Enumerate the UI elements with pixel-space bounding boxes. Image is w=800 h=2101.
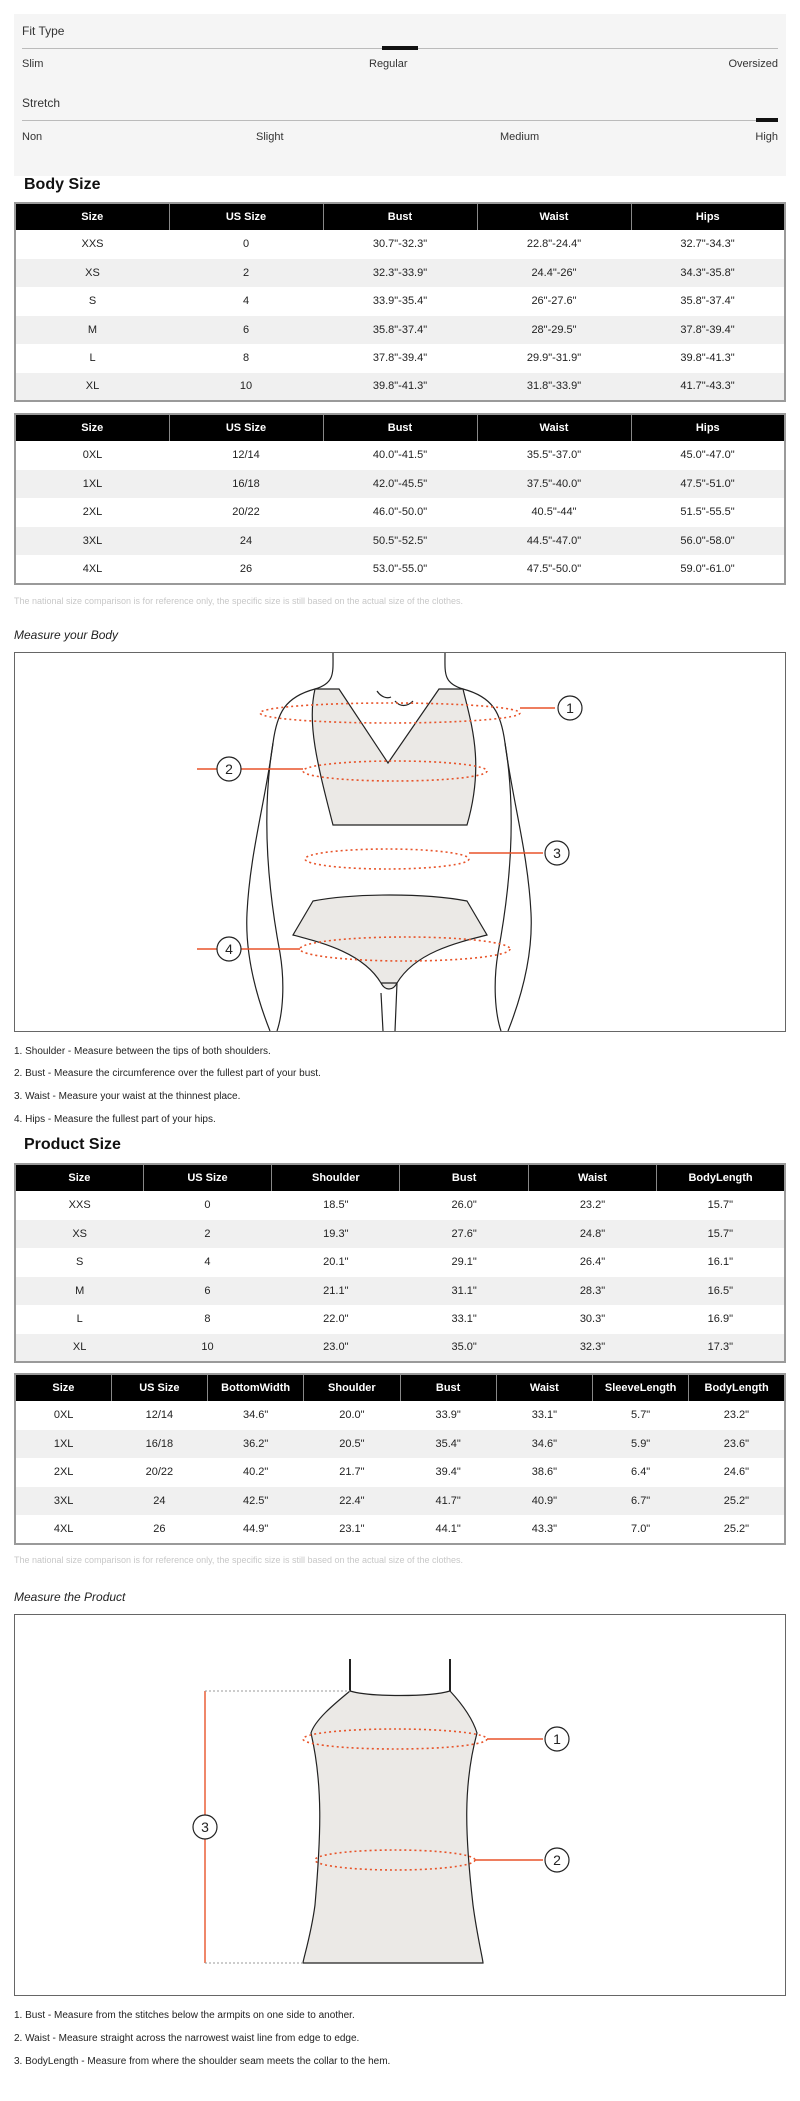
product-size-table-1 [14, 1163, 786, 1363]
table-cell: 16.1" [707, 1256, 733, 1269]
table-cell: 42.0"-45.5" [323, 470, 477, 499]
table-cell: 6 [169, 316, 323, 345]
header-us-size: US Size [169, 203, 323, 230]
table-cell: 32.7"-34.3" [680, 238, 735, 251]
table-cell: 20.1" [323, 1256, 349, 1269]
table-row [15, 470, 785, 499]
table-cell: 12/14 [145, 1409, 174, 1422]
table-cell: XS [15, 1220, 143, 1249]
table-header-row [15, 1164, 785, 1191]
table-cell: 36.2" [208, 1430, 304, 1459]
body-instruction-2: 2. Bust - Measure the circumference over the fullest part of your bust. [14, 1068, 321, 1079]
table-cell: 24.4"-26" [477, 259, 631, 288]
table-cell: 10 [169, 373, 323, 402]
waist-measure-line [305, 849, 469, 869]
table-cell: 50.5"-52.5" [323, 527, 477, 556]
table-cell: XXS [81, 238, 104, 251]
stretch-label-non: Non [22, 131, 43, 143]
body-figure-illustration [15, 653, 785, 1031]
table-cell: 4XL [82, 562, 103, 575]
table-cell: 27.6" [400, 1220, 528, 1249]
table-row [15, 1305, 785, 1334]
marker-1: 1 [566, 700, 574, 716]
table-cell: 23.2" [723, 1409, 750, 1422]
product-marker-1: 1 [553, 1731, 561, 1747]
table-cell: 22.0" [323, 1313, 349, 1326]
table-cell: 28.3" [528, 1277, 656, 1306]
header-bodylength: BodyLength [689, 1374, 785, 1401]
table-cell: 37.8"-39.4" [372, 352, 428, 365]
table-cell: 16/18 [111, 1430, 207, 1459]
table-row [15, 373, 785, 402]
table-cell: 44.1" [435, 1522, 461, 1535]
shoulder-measure-line [260, 703, 520, 723]
table-cell: 28"-29.5" [477, 316, 631, 345]
table-row [15, 527, 785, 556]
table-cell: 47.5"-51.0" [631, 470, 785, 499]
header-us-size: US Size [169, 414, 323, 441]
table-cell: 23.1" [339, 1522, 365, 1535]
table-row [15, 1191, 785, 1220]
table-cell: 15.7" [707, 1199, 733, 1212]
table-cell: 39.8"-41.3" [680, 352, 735, 365]
table-cell: 15.7" [657, 1220, 785, 1249]
table-cell: M [15, 1277, 143, 1306]
body-instruction-4: 4. Hips - Measure the fullest part of your hips. [14, 1114, 216, 1125]
table-cell: 4XL [53, 1522, 74, 1535]
table-cell: 26.0" [451, 1199, 477, 1212]
table-cell: 7.0" [631, 1522, 651, 1535]
table-cell: 8 [242, 352, 250, 365]
table-cell: 51.5"-55.5" [680, 506, 735, 519]
table-cell: S [75, 1256, 84, 1269]
table-cell: 24.6" [723, 1466, 750, 1479]
table-cell: 34.6" [242, 1409, 269, 1422]
measure-product-title: Measure the Product [14, 1590, 126, 1604]
body-size-table-1 [14, 202, 786, 402]
table-cell: 43.3" [531, 1522, 558, 1535]
table-cell: 19.3" [272, 1220, 400, 1249]
header-size: Size [15, 1374, 111, 1401]
header-waist: Waist [477, 203, 631, 230]
bra-top-shape [312, 689, 476, 825]
table-cell: 20.5" [304, 1430, 400, 1459]
table-cell: 12/14 [232, 449, 260, 462]
header-bust: Bust [323, 203, 477, 230]
table-cell: 42.5" [208, 1487, 304, 1516]
table-cell: 31.8"-33.9" [477, 373, 631, 402]
table-cell: 23.0" [272, 1334, 400, 1363]
table-cell: 22.4" [304, 1487, 400, 1516]
header-size: Size [15, 414, 169, 441]
table-cell: 3XL [15, 527, 169, 556]
table-cell: 1XL [15, 470, 169, 499]
product-instruction-3: 3. BodyLength - Measure from where the shoulder seam meets the collar to the hem. [14, 2056, 391, 2067]
table-cell: S [88, 295, 97, 308]
product-illustration-frame [14, 1614, 786, 1996]
fit-type-marker [382, 46, 418, 50]
measure-body-title: Measure your Body [14, 628, 119, 642]
stretch-label-high: High [755, 131, 778, 143]
table-cell: 16.5" [657, 1277, 785, 1306]
table-cell: XL [15, 373, 169, 402]
table-cell: 16.9" [707, 1313, 733, 1326]
header-shoulder: Shoulder [272, 1164, 400, 1191]
table-cell: XS [15, 259, 169, 288]
table-cell: 29.9"-31.9" [526, 352, 582, 365]
table-cell: 30.7"-32.3" [372, 238, 428, 251]
table-cell: 38.6" [531, 1466, 558, 1479]
fit-label-slim: Slim [22, 58, 44, 70]
table-cell: 35.4" [400, 1430, 496, 1459]
table-cell: 40.9" [496, 1487, 592, 1516]
table-cell: 40.0"-41.5" [372, 449, 428, 462]
body-size-title: Body Size [24, 176, 101, 193]
table-cell: 21.1" [272, 1277, 400, 1306]
stretch-title: Stretch [22, 96, 61, 110]
table-cell: 5.7" [631, 1409, 651, 1422]
table-cell: 35.8"-37.4" [680, 295, 735, 308]
header-us-size: US Size [143, 1164, 271, 1191]
table-cell: 8 [204, 1313, 211, 1326]
table-row [15, 1248, 785, 1277]
marker-2: 2 [225, 761, 233, 777]
product-marker-3: 3 [201, 1819, 209, 1835]
table-cell: 24 [169, 527, 323, 556]
table-row [15, 441, 785, 470]
body-illustration-frame [14, 652, 786, 1032]
table-cell: 26 [239, 562, 253, 575]
table-cell: L [89, 352, 96, 365]
table-row [15, 1515, 785, 1544]
table-cell: 39.8"-41.3" [323, 373, 477, 402]
table-cell: 24.8" [528, 1220, 656, 1249]
table-cell: 40.5"-44" [531, 506, 577, 519]
table-cell: 35.8"-37.4" [323, 316, 477, 345]
stretch-label-medium: Medium [500, 131, 540, 143]
table-row [15, 1487, 785, 1516]
table-cell: 40.2" [242, 1466, 269, 1479]
table-cell: 29.1" [451, 1256, 477, 1269]
table-cell: 46.0"-50.0" [372, 506, 428, 519]
table-row [15, 316, 785, 345]
header-waist: Waist [496, 1374, 592, 1401]
table-cell: 2XL [82, 506, 103, 519]
table-cell: 6.4" [631, 1466, 651, 1479]
table-row [15, 1277, 785, 1306]
table-cell: 33.9"-35.4" [372, 295, 428, 308]
marker-4: 4 [225, 941, 233, 957]
table-row [15, 344, 785, 373]
table-cell: 4 [204, 1256, 211, 1269]
header-waist: Waist [528, 1164, 656, 1191]
table-cell: 32.3" [528, 1334, 656, 1363]
table-cell: 25.2" [689, 1487, 785, 1516]
table-cell: 24 [111, 1487, 207, 1516]
fit-type-title: Fit Type [22, 24, 65, 38]
product-size-table-2 [14, 1373, 786, 1545]
stretch-scale [22, 120, 778, 121]
fit-panel [14, 14, 786, 176]
table-cell: 21.7" [339, 1466, 365, 1479]
table-row [15, 1458, 785, 1487]
table-cell: 56.0"-58.0" [631, 527, 785, 556]
table-cell: 22.8"-24.4" [526, 238, 582, 251]
table-row [15, 287, 785, 316]
table-cell: 6 [143, 1277, 271, 1306]
table-cell: 23.6" [689, 1430, 785, 1459]
table-row [15, 1430, 785, 1459]
table-cell: 53.0"-55.0" [372, 562, 428, 575]
table-cell: 32.3"-33.9" [323, 259, 477, 288]
table-cell: 31.1" [400, 1277, 528, 1306]
table-cell: 3XL [15, 1487, 111, 1516]
table-cell: 41.7" [400, 1487, 496, 1516]
body-instruction-3: 3. Waist - Measure your waist at the thinnest place. [14, 1091, 241, 1102]
table-cell: 44.5"-47.0" [477, 527, 631, 556]
table-cell: 23.2" [579, 1199, 606, 1212]
header-size: Size [15, 203, 169, 230]
product-instruction-2: 2. Waist - Measure straight across the narrowest waist line from edge to edge. [14, 2033, 360, 2044]
table-cell: 35.0" [400, 1334, 528, 1363]
table-cell: 41.7"-43.3" [631, 373, 785, 402]
table-cell: 2 [169, 259, 323, 288]
table-cell: 26"-27.6" [531, 295, 577, 308]
table-cell: 20/22 [232, 506, 260, 519]
table-row [15, 259, 785, 288]
table-cell: 17.3" [657, 1334, 785, 1363]
table-row [15, 555, 785, 584]
table-row [15, 230, 785, 259]
table-cell: 34.6" [496, 1430, 592, 1459]
fit-label-regular: Regular [369, 58, 408, 70]
header-bust: Bust [323, 414, 477, 441]
table-cell: 2XL [53, 1466, 74, 1479]
table-cell: 25.2" [723, 1522, 750, 1535]
header-shoulder: Shoulder [304, 1374, 400, 1401]
table-cell: 33.1" [451, 1313, 477, 1326]
table-row [15, 1220, 785, 1249]
table-cell: 6.7" [593, 1487, 689, 1516]
table-cell: 37.8"-39.4" [631, 316, 785, 345]
table-cell: 30.3" [579, 1313, 606, 1326]
fit-label-oversized: Oversized [728, 58, 778, 70]
table-cell: 4 [242, 295, 250, 308]
body-instruction-1: 1. Shoulder - Measure between the tips of both shoulders. [14, 1046, 271, 1057]
table-cell: 33.9" [435, 1409, 461, 1422]
table-cell: 20/22 [145, 1466, 174, 1479]
table-cell: 35.5"-37.0" [526, 449, 582, 462]
stretch-label-slight: Slight [256, 131, 284, 143]
table-cell: 20.0" [339, 1409, 365, 1422]
table-cell: 39.4" [435, 1466, 461, 1479]
table-header-row [15, 1374, 785, 1401]
table-cell: 1XL [15, 1430, 111, 1459]
body-size-note: The national size comparison is for reference only, the specific size is still based on the actual size of the clothes. [14, 596, 464, 606]
table-cell: 0XL [53, 1409, 74, 1422]
table-cell: 26.4" [579, 1256, 606, 1269]
product-marker-2: 2 [553, 1852, 561, 1868]
product-size-note: The national size comparison is for reference only, the specific size is still based on the actual size of the clothes. [14, 1555, 464, 1565]
table-header-row [15, 203, 785, 230]
header-size: Size [15, 1164, 143, 1191]
header-bodylength: BodyLength [657, 1164, 785, 1191]
header-us-size: US Size [111, 1374, 207, 1401]
product-instruction-1: 1. Bust - Measure from the stitches below the armpits on one side to another. [14, 2010, 355, 2021]
table-cell: 0 [242, 238, 250, 251]
table-cell: 47.5"-50.0" [526, 562, 582, 575]
product-camisole-illustration [15, 1615, 785, 1995]
brief-shape [293, 895, 487, 989]
header-waist: Waist [477, 414, 631, 441]
table-cell: 33.1" [531, 1409, 558, 1422]
table-header-row [15, 414, 785, 441]
table-cell: 16/18 [169, 470, 323, 499]
header-bottomwidth: BottomWidth [208, 1374, 304, 1401]
table-row [15, 1334, 785, 1363]
table-cell: 18.5" [323, 1199, 349, 1212]
table-cell: 34.3"-35.8" [631, 259, 785, 288]
table-cell: 0XL [82, 449, 103, 462]
table-cell: 26 [153, 1522, 166, 1535]
header-bust: Bust [400, 1164, 528, 1191]
header-hips: Hips [631, 414, 785, 441]
header-bust: Bust [400, 1374, 496, 1401]
table-cell: M [15, 316, 169, 345]
table-cell: 5.9" [593, 1430, 689, 1459]
table-cell: 59.0"-61.0" [680, 562, 735, 575]
table-cell: 10 [143, 1334, 271, 1363]
table-cell: XXS [68, 1199, 91, 1212]
table-row [15, 1401, 785, 1430]
header-hips: Hips [631, 203, 785, 230]
stretch-marker [756, 118, 778, 122]
table-cell: 0 [204, 1199, 211, 1212]
header-sleevelength: SleeveLength [593, 1374, 689, 1401]
table-cell: 2 [143, 1220, 271, 1249]
table-row [15, 498, 785, 527]
table-cell: 37.5"-40.0" [477, 470, 631, 499]
table-cell: L [76, 1313, 83, 1326]
body-size-table-2 [14, 413, 786, 585]
marker-3: 3 [553, 845, 561, 861]
table-cell: 44.9" [242, 1522, 269, 1535]
product-size-title: Product Size [24, 1136, 121, 1153]
table-cell: 45.0"-47.0" [680, 449, 735, 462]
table-cell: XL [15, 1334, 143, 1363]
